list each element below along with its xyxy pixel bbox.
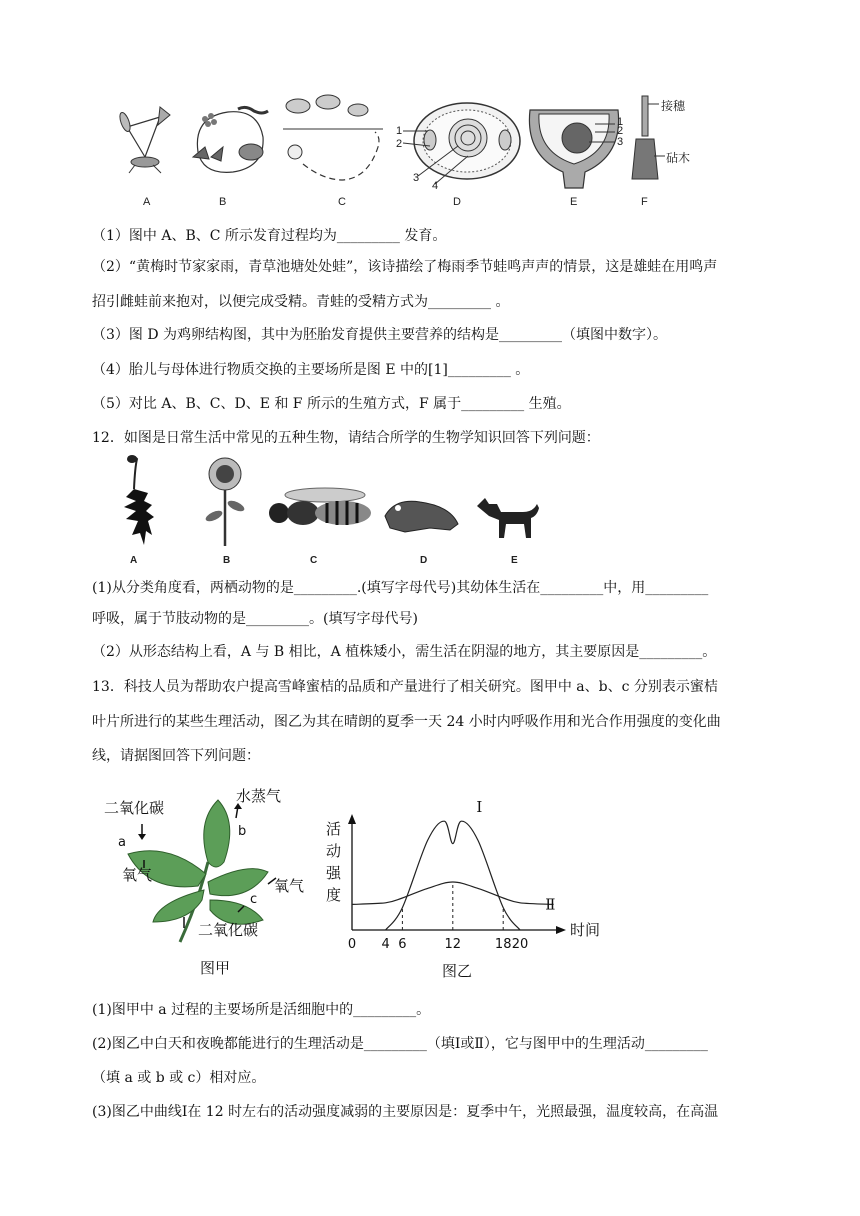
- egg-label-1: 1: [396, 125, 403, 137]
- leaf-label-a: a: [118, 835, 126, 850]
- chart-x-tick-18: 18: [494, 937, 512, 952]
- q12-line-3: （2）从形态结构上看，A 与 B 相比，A 植株矮小，需生活在阴湿的地方，其主要原因是_________。: [92, 644, 717, 660]
- q12-line-1: (1)从分类角度看，两栖动物的是_________.(填写字母代号)其幼体生活在_________中，用_________: [92, 580, 709, 596]
- panel-label-e: E: [570, 196, 578, 208]
- q13-stem-1: 13．科技人员为帮助农户提高雪峰蜜桔的品质和产量进行了相关研究。图甲中 a、b、c 分别表示蜜桔: [92, 679, 718, 695]
- q12-line-2: 呼吸，属于节肢动物的是_________。(填写字母代号): [92, 611, 418, 627]
- activity-chart: [320, 790, 620, 980]
- q13-line-2: (2)图乙中白天和夜晚都能进行的生理活动是_________（填Ⅰ或Ⅱ），它与图甲中的生理活动_________: [92, 1036, 708, 1052]
- chart-x-arrow: [556, 926, 566, 934]
- life-cycle-figure: [95, 92, 695, 212]
- q11-line-3: 招引雌蛙前来抱对，以便完成受精。青蛙的受精方式为_________ 。: [92, 294, 510, 310]
- panel-label-b: B: [219, 196, 227, 208]
- chart-series-1-label: Ⅰ: [476, 798, 483, 816]
- q11-line-1: （1）图中 A、B、C 所示发育过程均为_________ 发育。: [92, 228, 447, 244]
- q13-line-1: (1)图甲中 a 过程的主要场所是活细胞中的_________。: [92, 1002, 431, 1018]
- frog-icon: [380, 496, 465, 536]
- leaf-label-co2-top: 二氧化碳: [104, 799, 165, 817]
- leaf-caption: 图甲: [200, 959, 231, 977]
- chart-ylabel-1: 活: [326, 820, 342, 838]
- chart-ylabel-3: 强: [326, 864, 342, 882]
- q13-line-3: （填 a 或 b 或 c）相对应。: [92, 1070, 266, 1086]
- egg-label-2: 2: [396, 138, 403, 150]
- organism-label-b: B: [223, 555, 231, 566]
- chart-xlabel: 时间: [570, 921, 601, 939]
- panel-label-f: F: [641, 196, 648, 208]
- q13-stem-3: 线，请据图回答下列问题：: [92, 748, 260, 764]
- butterfly-cycle-icon: [183, 97, 278, 182]
- organisms-figure: [95, 452, 555, 572]
- uterus-label-2: 2: [617, 125, 624, 137]
- graft-scion-label: 接穗: [661, 99, 686, 113]
- leaf-label-c: c: [250, 892, 258, 907]
- uterus-label-3: 3: [617, 136, 624, 148]
- uterus-label-1: 1: [617, 116, 624, 128]
- q13-line-4: (3)图乙中曲线Ⅰ在 12 时左右的活动强度减弱的主要原因是：夏季中午，光照最强，温度较高，在高温: [92, 1104, 719, 1120]
- chart-x-tick-0: 0: [347, 937, 357, 952]
- chart-x-tick-4: 4: [381, 937, 390, 952]
- uterus-fetus-icon: [525, 100, 630, 190]
- panel-label-a: A: [143, 196, 151, 208]
- bee-icon: [265, 487, 375, 532]
- q11-line-2: （2）“黄梅时节家家雨，青草池塘处处蛙”，该诗描绘了梅雨季节蛙鸣声声的情景，这是雄蛙在用鸣声: [92, 259, 718, 275]
- q13-stem-2: 叶片所进行的某些生理活动，图乙为其在晴朗的夏季一天 24 小时内呼吸作用和光合作用强度的变化曲: [92, 714, 721, 730]
- chart-caption: 图乙: [442, 962, 473, 980]
- panel-label-c: C: [338, 196, 346, 208]
- chart-ylabel-2: 动: [326, 842, 342, 860]
- chart-x-tick-12: 12: [444, 937, 462, 952]
- chart-series-1-line: [386, 821, 520, 930]
- organism-label-a: A: [130, 555, 138, 566]
- graft-stock-label: 砧木: [666, 151, 691, 165]
- chart-y-arrow: [348, 814, 356, 824]
- leaf-label-water: 水蒸气: [236, 787, 282, 805]
- dog-icon: [473, 496, 543, 541]
- egg-label-3: 3: [413, 172, 420, 184]
- q12-stem: 12．如图是日常生活中常见的五种生物，请结合所学的生物学知识回答下列问题：: [92, 430, 600, 446]
- chart-plot: [320, 790, 620, 980]
- organism-label-e: E: [511, 555, 518, 566]
- leaf-figure: [98, 782, 318, 982]
- organism-label-c: C: [310, 555, 318, 566]
- q11-line-5: （4）胎儿与母体进行物质交换的主要场所是图 E 中的[1]_________ 。: [92, 362, 530, 378]
- leaf-label-o2-right: 氧气: [274, 877, 305, 895]
- q11-line-6: （5）对比 A、B、C、D、E 和 F 所示的生殖方式，F 属于_________ 生殖。: [92, 396, 571, 412]
- moss-icon: [117, 454, 152, 549]
- sunflower-icon: [203, 456, 248, 546]
- chart-series-2-label: Ⅱ: [545, 895, 556, 914]
- grasshopper-cycle-icon: [105, 97, 185, 177]
- q11-line-4: （3）图 D 为鸡卵结构图，其中为胚胎发育提供主要营养的结构是_________（填图中数字）。: [92, 327, 668, 343]
- panel-label-d: D: [453, 196, 461, 208]
- organism-label-d: D: [420, 555, 428, 566]
- leaf-label-co2-bottom: 二氧化碳: [198, 921, 259, 939]
- frog-cycle-icon: [283, 92, 393, 187]
- chart-ylabel-4: 度: [326, 886, 342, 904]
- leaf-label-b: b: [238, 824, 247, 839]
- egg-label-4: 4: [432, 180, 439, 192]
- chart-x-tick-20: 20: [511, 937, 529, 952]
- chart-x-tick-6: 6: [398, 937, 407, 952]
- leaf-label-o2-left: 氧气: [122, 866, 153, 884]
